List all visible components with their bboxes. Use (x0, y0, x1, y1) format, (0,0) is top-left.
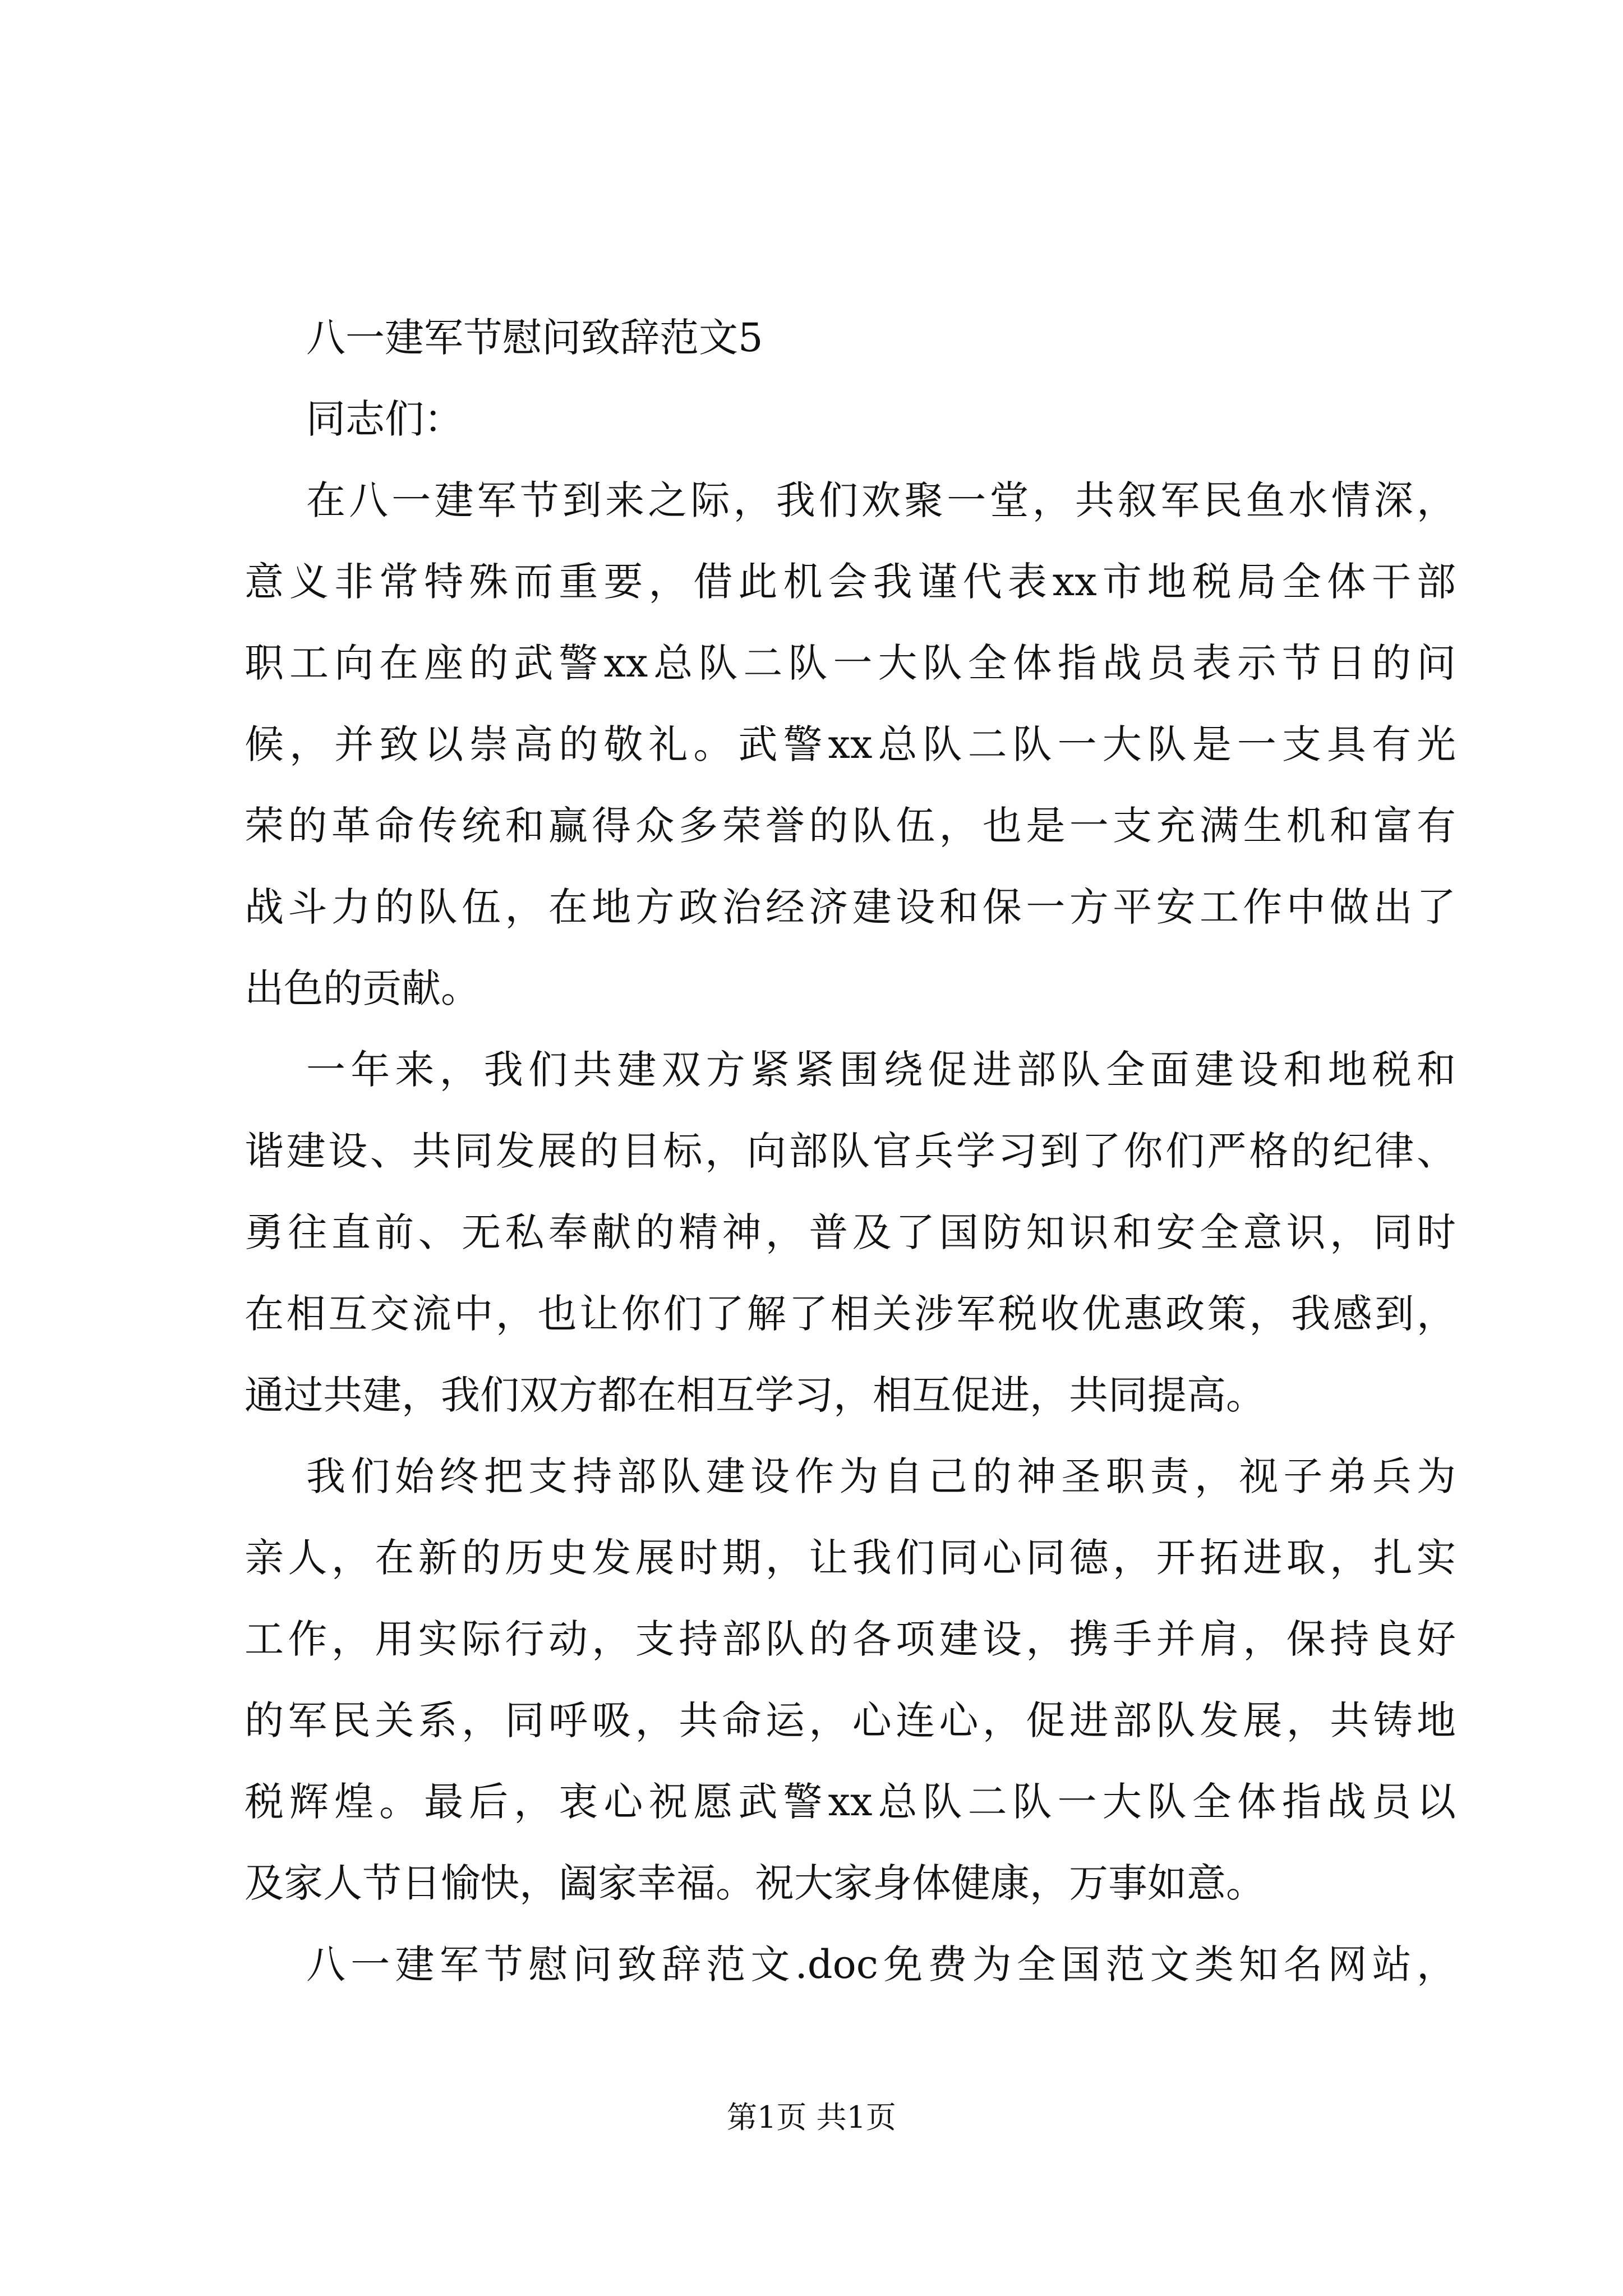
paragraph-3 (245, 1436, 1456, 1924)
paragraph-line: 我们始终把支持部队建设作为自己的神圣职责，视子弟兵为 (306, 1453, 1456, 1499)
paragraph-line: 荣的革命传统和赢得众多荣誉的队伍，也是一支充满生机和富有 (245, 803, 1456, 849)
paragraph-line: 在相互交流中，也让你们了解了相关涉军税收优惠政策，我感到， (245, 1291, 1456, 1337)
paragraph-line: 职工向在座的武警xx总队二队一大队全体指战员表示节日的问 (245, 640, 1456, 686)
paragraph-2 (245, 1029, 1456, 1436)
paragraph-line: 工作，用实际行动，支持部队的各项建设，携手并肩，保持良好 (245, 1616, 1456, 1662)
paragraph-line: 战斗力的队伍，在地方政治经济建设和保一方平安工作中做出了 (245, 884, 1456, 930)
paragraph-line: 勇往直前、无私奉献的精神，普及了国防知识和安全意识，同时 (245, 1209, 1456, 1255)
paragraph-line: 一年来，我们共建双方紧紧围绕促进部队全面建设和地税和 (306, 1047, 1456, 1093)
paragraph-line: 谐建设、共同发展的目标，向部队官兵学习到了你们严格的纪律、 (245, 1128, 1456, 1174)
paragraph-line: 出色的贡献。 (245, 965, 480, 1011)
salutation: 同志们： (306, 396, 463, 442)
paragraph-line: 及家人节日愉快，阖家幸福。祝大家身体健康，万事如意。 (245, 1860, 1265, 1906)
page-footer: 第1页 共1页 (727, 2100, 896, 2135)
paragraph-line: 亲人，在新的历史发展时期，让我们同心同德，开拓进取，扎实 (245, 1535, 1456, 1581)
paragraph-line: 的军民关系，同呼吸，共命运，心连心，促进部队发展，共铸地 (245, 1697, 1456, 1743)
paragraph-1 (245, 460, 1456, 1029)
paragraph-line: 八一建军节慰问致辞范文.doc免费为全国范文类知名网站， (306, 1941, 1456, 1987)
paragraph-4 (245, 1924, 1456, 2005)
document-body (245, 297, 1456, 2005)
paragraph-line: 意义非常特殊而重要，借此机会我谨代表xx市地税局全体干部 (245, 559, 1456, 605)
paragraph-line: 税辉煌。最后，衷心祝愿武警xx总队二队一大队全体指战员以 (245, 1779, 1456, 1825)
document-title: 八一建军节慰问致辞范文5 (306, 315, 763, 361)
paragraph-line: 通过共建，我们双方都在相互学习，相互促进，共同提高。 (245, 1372, 1265, 1418)
paragraph-line: 候，并致以崇高的敬礼。武警xx总队二队一大队是一支具有光 (245, 721, 1456, 767)
paragraph-line: 在八一建军节到来之际，我们欢聚一堂，共叙军民鱼水情深， (306, 477, 1456, 523)
